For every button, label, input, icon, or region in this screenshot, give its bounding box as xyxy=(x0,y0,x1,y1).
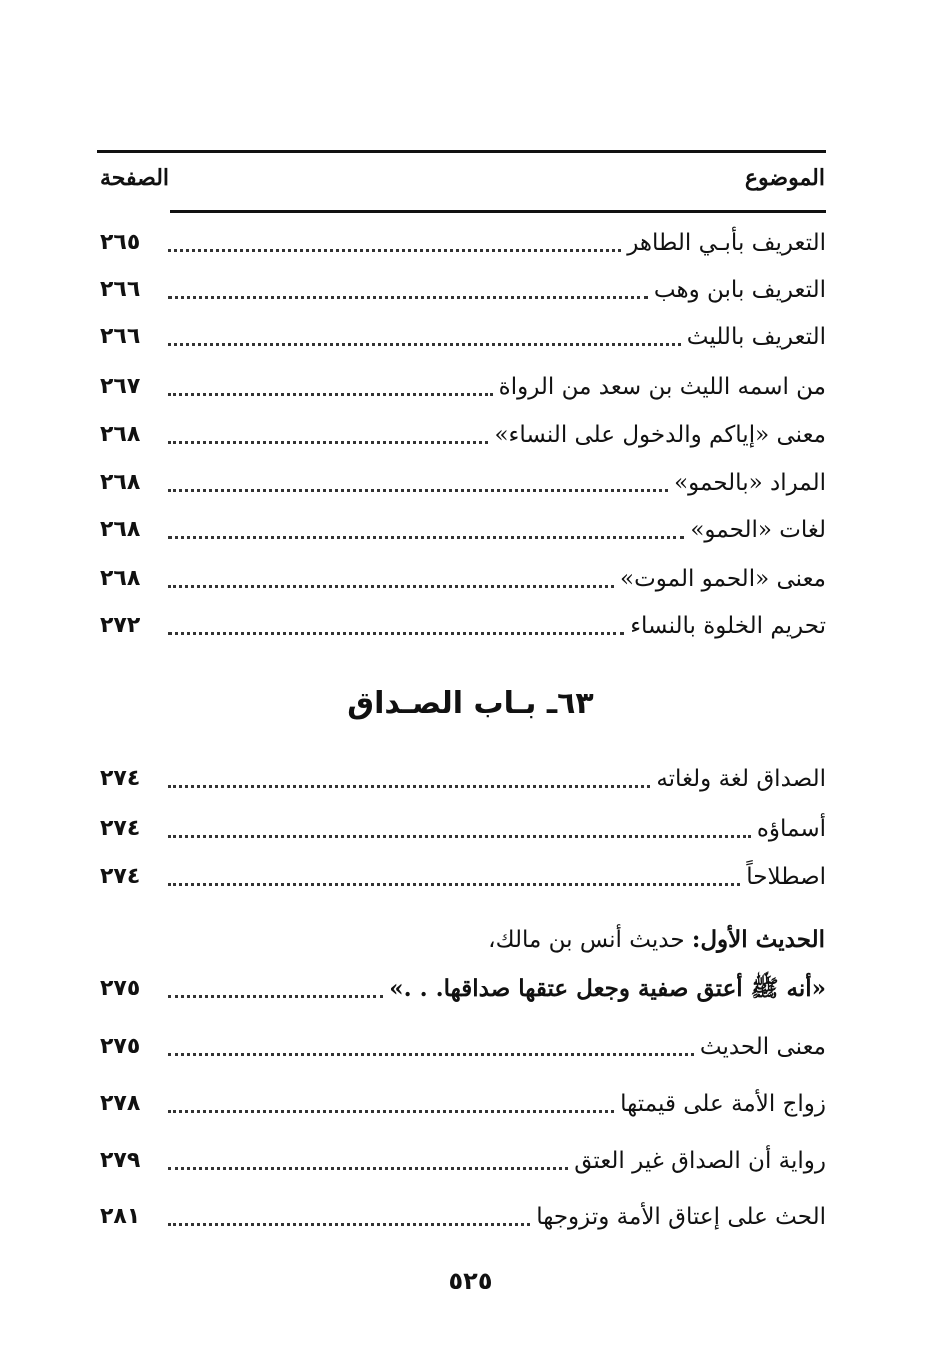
toc-entry-page: ٢٦٥ xyxy=(100,230,141,255)
hadith-heading xyxy=(488,926,825,953)
leader-dots xyxy=(168,1110,614,1113)
toc-entry xyxy=(100,968,826,1004)
toc-entry-title: معنى «إياكم والدخول على النساء» xyxy=(494,422,826,448)
leader-dots xyxy=(168,1053,694,1056)
toc-entry xyxy=(100,316,826,352)
toc-entry-page: ٢٧٥ xyxy=(100,976,141,1001)
toc-entry-page: ٢٦٨ xyxy=(100,470,141,495)
toc-entry xyxy=(100,1196,826,1232)
toc-entry-title: معنى «الحمو الموت» xyxy=(620,566,826,592)
page-column-header: الصفحة xyxy=(100,165,170,191)
toc-entry xyxy=(100,366,826,402)
toc-entry-title: معنى الحديث xyxy=(699,1034,826,1060)
toc-entry xyxy=(100,605,826,641)
leader-dots xyxy=(168,489,668,492)
toc-entry-title: الحث على إعتاق الأمة وتزوجها xyxy=(536,1204,826,1230)
hadith-text: حديث أنس بن مالك، xyxy=(488,927,685,953)
topic-column-header: الموضوع xyxy=(744,165,825,191)
leader-dots xyxy=(168,343,681,346)
leader-dots xyxy=(168,883,740,886)
toc-entry xyxy=(100,1026,826,1062)
toc-entry-page: ٢٧٤ xyxy=(100,766,141,791)
leader-dots xyxy=(168,785,650,788)
toc-entry-title: المراد «بالحمو» xyxy=(674,470,826,496)
hadith-label: الحديث الأول: xyxy=(691,926,825,953)
toc-entry-title: رواية أن الصداق غير العتق xyxy=(574,1148,826,1174)
leader-dots xyxy=(168,995,383,998)
toc-entry-page: ٢٧٢ xyxy=(100,613,141,638)
toc-entry xyxy=(100,462,826,498)
leader-dots xyxy=(168,249,621,252)
toc-entry-title: من اسمه الليث بن سعد من الرواة xyxy=(498,374,826,400)
toc-entry xyxy=(100,269,826,305)
toc-entry-title: زواج الأمة على قيمتها xyxy=(620,1091,826,1117)
leader-dots xyxy=(168,1167,568,1170)
toc-entry-title: تحريم الخلوة بالنساء xyxy=(630,613,826,639)
toc-entry-page: ٢٦٨ xyxy=(100,517,141,542)
toc-entry-title: أسماؤه xyxy=(756,816,826,842)
header-rule xyxy=(170,210,826,213)
toc-entry-title: التعريف بأبـي الطاهر xyxy=(627,230,826,256)
leader-dots xyxy=(168,393,493,396)
toc-entry xyxy=(100,1140,826,1176)
leader-dots xyxy=(168,585,614,588)
leader-dots xyxy=(168,632,624,635)
toc-entry xyxy=(100,558,826,594)
toc-entry-title: التعريف بابن وهب xyxy=(653,277,826,303)
section-heading: ٦٣ـ بـاب الصـداق xyxy=(347,686,594,721)
page-number: ٥٢٥ xyxy=(448,1267,493,1295)
leader-dots xyxy=(168,1223,530,1226)
toc-entry-page: ٢٧٥ xyxy=(100,1034,141,1059)
toc-entry-title: «أنه ﷺ أعتق صفية وجعل عتقها صداقها. . .» xyxy=(389,975,826,1002)
toc-entry xyxy=(100,222,826,258)
toc-entry-page: ٢٧٤ xyxy=(100,864,141,889)
toc-entry xyxy=(100,414,826,450)
toc-entry-page: ٢٧٤ xyxy=(100,816,141,841)
toc-entry-title: الصداق لغة ولغاته xyxy=(656,766,826,792)
toc-entry xyxy=(100,758,826,794)
top-rule xyxy=(97,150,826,153)
leader-dots xyxy=(168,536,684,539)
toc-entry-page: ٢٦٨ xyxy=(100,422,141,447)
leader-dots xyxy=(168,296,648,299)
toc-entry-title: اصطلاحاً xyxy=(746,864,826,890)
leader-dots xyxy=(168,441,488,444)
toc-entry-page: ٢٦٦ xyxy=(100,324,141,349)
leader-dots xyxy=(168,835,751,838)
toc-entry xyxy=(100,509,826,545)
toc-entry-page: ٢٧٩ xyxy=(100,1148,141,1173)
toc-entry-title: لغات «الحمو» xyxy=(690,517,826,543)
toc-entry-page: ٢٧٨ xyxy=(100,1091,141,1116)
toc-entry-page: ٢٦٧ xyxy=(100,374,141,399)
toc-entry xyxy=(100,808,826,844)
toc-entry xyxy=(100,1083,826,1119)
toc-entry-page: ٢٨١ xyxy=(100,1204,141,1229)
toc-entry xyxy=(100,856,826,892)
toc-entry-page: ٢٦٦ xyxy=(100,277,141,302)
toc-entry-page: ٢٦٨ xyxy=(100,566,141,591)
toc-entry-title: التعريف بالليث xyxy=(686,324,826,350)
